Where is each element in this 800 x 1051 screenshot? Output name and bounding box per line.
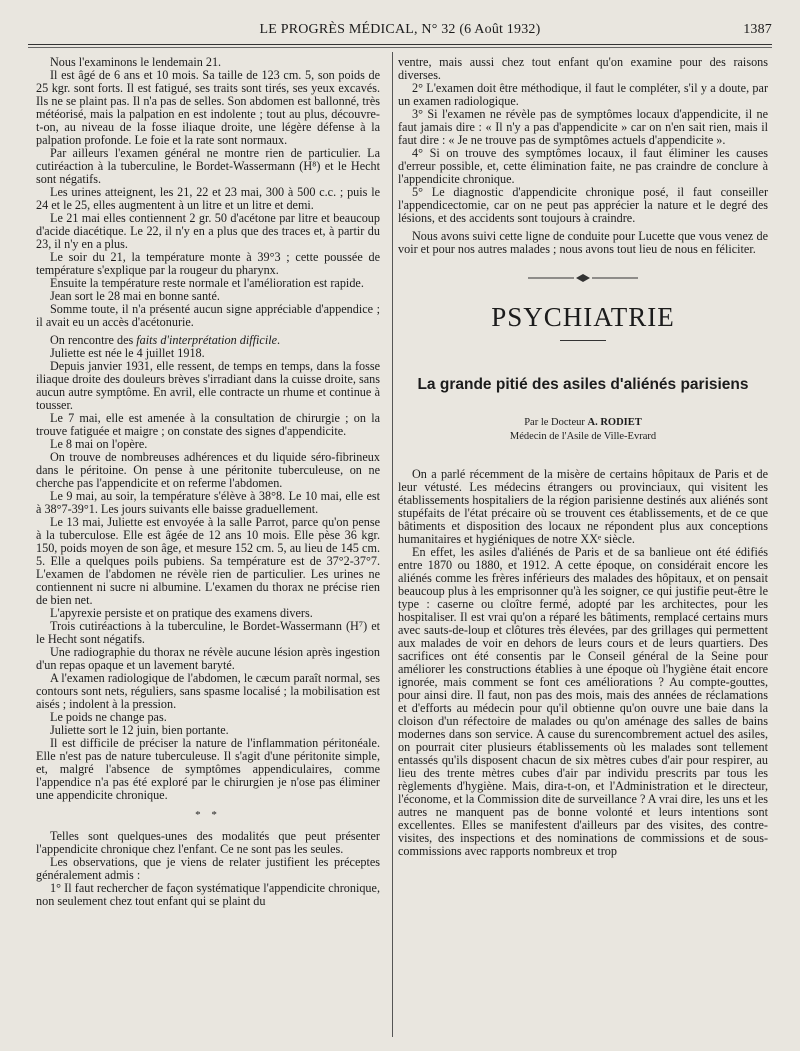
paragraph: Les urines atteignent, les 21, 22 et 23 mai, 300 à 500 c.c. ; puis le 24 et le 25, elles augmentent à un litre et un litre et demi.: [36, 185, 380, 212]
paragraph: Nous l'examinons le lendemain 21.: [50, 55, 222, 69]
paragraph: Une radiographie du thorax ne révèle aucune lésion après ingestion d'un repas opaque et un lavement baryté.: [36, 645, 380, 672]
column-divider: [392, 52, 393, 1037]
paragraph: On a parlé récemment de la misère de certains hôpitaux de Paris et de leur vétusté. Les médecins étrangers ou provinciaux, qui visitent les établissements hospitaliers de la région parisienne destinés aux aliénés sont stupéfaits de l'état précaire où se trouvent ces établissements, et de ce que bâtiments et disposition des locaux ne répondent plus aux conceptions humanitaires et hygiéniques de notre XXᵉ siècle.: [398, 467, 768, 546]
paragraph: Depuis janvier 1931, elle ressent, de temps en temps, dans la fosse iliaque droite des douleurs brèves s'irradiant dans la cuisse droite, sans aucun autre symptôme. En avril, elle contracte un rhume et continue à tousser.: [36, 359, 380, 412]
paragraph: Le poids ne change pas.: [50, 710, 167, 724]
paragraph: Le 7 mai, elle est amenée à la consultation de chirurgie ; on la trouve fatiguée et maigre ; on constate des signes d'appendicite.: [36, 411, 380, 438]
paragraph: Le 21 mai elles contiennent 2 gr. 50 d'acétone par litre et beaucoup d'acide diacétique. Le 22, il n'y en a plus que des traces et, à partir du 23, il n'y en a plus.: [36, 211, 380, 251]
paragraph: Il est difficile de préciser la nature de l'inflammation péritonéale. Elle n'est pas de nature tuberculeuse. Il s'agit d'une péritonite simple, et, malgré l'absence de symptômes appendiculaires, comme l'appendice n'a pas été exploré par le chirurgien je n'ose pas éliminer une appendicite chronique.: [36, 736, 380, 802]
paragraph: L'apyrexie persiste et on pratique des examens divers.: [50, 606, 313, 620]
paragraph: Somme toute, il n'a présenté aucun signe appréciable d'appendice ; il avait eu un accès d'acétonurie.: [36, 302, 380, 329]
paragraph: Les observations, que je viens de relater justifient les préceptes généralement admis :: [36, 855, 380, 882]
paragraph: 4° Si on trouve des symptômes locaux, il faut éliminer les causes d'erreur possible, et, cette élimination faite, ne pas craindre de conclure à l'appendicite chronique.: [398, 146, 768, 186]
paragraph: ventre, mais aussi chez tout enfant qu'on examine pour des raisons diverses.: [398, 55, 768, 82]
spacer: [398, 444, 768, 468]
paragraph: A l'examen radiologique de l'abdomen, le cæcum paraît normal, ses contours sont nets, réguliers, sans spasme localisé ; la mobilisation est aisés ; indolent à la pression.: [36, 671, 380, 711]
title-underline: [560, 340, 606, 341]
running-header: [28, 22, 772, 44]
author-name: A. RODIET: [587, 417, 642, 428]
paragraph: 5° Le diagnostic d'appendicite chronique posé, il faut conseiller l'appendicectomie, car on ne peut pas apprécier la nature et le degré des lésions, et des accidents sont toujours à craindre.: [398, 185, 768, 225]
header-rule: [28, 44, 772, 45]
byline-prefix: Par le Docteur: [524, 417, 588, 428]
paragraph: Par ailleurs l'examen général ne montre rien de particulier. La cutiréaction à la tuberculine, le Bordet-Wassermann (H⁸) et le Hecht sont négatifs.: [36, 146, 380, 186]
paragraph: Juliette est née le 4 juillet 1918.: [50, 346, 205, 360]
paragraph: Trois cutiréactions à la tuberculine, le Bordet-Wassermann (H⁷) et le Hecht sont négatifs.: [36, 619, 380, 646]
section-separator-stars: * *: [195, 809, 221, 821]
text-run: On rencontre des: [50, 333, 137, 347]
paragraph: On trouve de nombreuses adhérences et du liquide séro-fibrineux dans le péritoine. On pense à une péritonite tuberculeuse, on ne cherche pas l'appendicite et on referme l'abdomen.: [36, 450, 380, 490]
journal-title: LE PROGRÈS MÉDICAL, N° 32 (6 Août 1932): [259, 22, 541, 37]
ornament-divider-icon: [528, 272, 638, 284]
right-column: [398, 56, 768, 858]
paragraph: Juliette sort le 12 juin, bien portante.: [50, 723, 229, 737]
paragraph: 3° Si l'examen ne révèle pas de symptômes locaux d'appendicite, il ne faut jamais dire : « Il n'y a pas d'appendicite » car on n'en sait rien, mais il faut dire : « Je ne trouve pas de symptômes actuels d'appendicite ».: [398, 107, 768, 147]
paragraph: Le 9 mai, au soir, la température s'élève à 38°8. Le 10 mai, elle est à 38°7-39°1. Les jours suivants elle baisse graduellement.: [36, 489, 380, 516]
author-affiliation: Médecin de l'Asile de Ville-Evrard: [509, 431, 657, 442]
italic-phrase: faits d'interprétation difficile: [136, 333, 278, 347]
paragraph: Telles sont quelques-unes des modalités que peut présenter l'appendicite chronique chez l'enfant. Ce ne sont pas les seules.: [36, 829, 380, 856]
paragraph: Le soir du 21, la température monte à 39°3 ; cette poussée de température s'explique par la rougeur du pharynx.: [36, 250, 380, 277]
paragraph: Il est âgé de 6 ans et 10 mois. Sa taille de 123 cm. 5, son poids de 25 kgr. sont forts. Il est fatigué, ses traits sont tirés, ses yeux excavés. Ils ne se plaint pas. Il n'a pas de selles. Son abdomen est ballonné, très météorisé, mais la palpation en est indolente ; tout au plus, découvre-t-on, au niveau de la fosse iliaque droite, une légère défense à la palpation profonde. Le foie et la rate sont normaux.: [36, 68, 380, 147]
paragraph: Nous avons suivi cette ligne de conduite pour Lucette que vous venez de voir et pour nos autres malades ; nous avons tout lieu de nous en féliciter.: [398, 229, 768, 256]
text-run: .: [277, 333, 281, 347]
article-title: La grande pitié des asiles d'aliénés parisiens: [417, 376, 749, 393]
paragraph: Le 8 mai on l'opère.: [50, 437, 148, 451]
section-title: PSYCHIATRIE: [491, 302, 675, 332]
paragraph: Le 13 mai, Juliette est envoyée à la salle Parrot, parce qu'on pense à la tuberculose. Elle est âgée de 12 ans 10 mois. Elle pèse 36 kgr. 150, poids moyen de son âge, et mesure 152 cm. 5, au lieu de 145 cm. 5. Elle a quelques poils pubiens. Sa température est de 37°2-37°7. L'examen de l'abdomen ne révèle rien de particulier. Les urines ne contiennent ni sucre ni albumine. L'examen du thorax ne précise rien de bien net.: [36, 515, 380, 607]
byline: [398, 416, 768, 430]
paragraph: Ensuite la température reste normale et l'amélioration est rapide.: [50, 276, 364, 290]
paragraph: 2° L'examen doit être méthodique, il faut le compléter, s'il y a doute, par un examen radiologique.: [398, 81, 768, 108]
paragraph: Jean sort le 28 mai en bonne santé.: [50, 289, 220, 303]
header-rule-secondary: [28, 47, 772, 48]
page-number: 1387: [743, 22, 772, 37]
left-column: [36, 56, 380, 908]
paragraph: 1° Il faut rechercher de façon systématique l'appendicite chronique, non seulement chez tout enfant qui se plaint du: [36, 881, 380, 908]
paragraph: En effet, les asiles d'aliénés de Paris et de sa banlieue ont été édifiés entre 1870 ou 1880, et 1912. A cette époque, on considérait encore les aliénés comme les frères inférieurs des malades des hôpitaux, et on pensait beaucoup plus à les emprisonner qu'à les soigner, ce qui justifie peut-être le type : caserne ou cloître fermé, adopté par les architectes, pour les hospitaliser. Il est vrai qu'on a réparé les bâtiments, remplacé certains murs avec sauts-de-loup et clôtures très élevées, par des grillages qui permettent aux malades de voir en dehors de leurs cours et de leurs quartiers. Des sacrifices ont été consentis par le Conseil général de la Seine pour améliorer les constructions établies à une époque où l'hygiène était encore ignorée, mais comment se font ces améliorations ? Au compte-gouttes, pour ainsi dire. Il faut, non pas des mois, mais des années de réclamations et d'efforts au médecin pour qu'il obtienne qu'on ouvre une baie dans la cloison d'un réfectoire de malades ou qu'on aménage des salles de bains modernes dans son service. A cause du surencombrement actuel des asiles, on pourrait citer plusieurs établissements où les malades sont tellement entassés qu'ils disposent chacun de six mètres cubes d'air pour respirer, au lieu des trente mètres cubes d'air par individu prescrits par tous les règlements d'hygiène. Mais, dira-t-on, et l'Administration et le directeur, l'économe, et la Commission dite de surveillance ? A vrai dire, les uns et les autres ne manquent pas de bonne volonté et leurs intentions sont excellentes. Elles se manifestent d'ailleurs par des visites, des contre-visites, des inspections et des nominations de commissions et de sous-commissions avec rapports nombreux et trop: [398, 545, 768, 858]
